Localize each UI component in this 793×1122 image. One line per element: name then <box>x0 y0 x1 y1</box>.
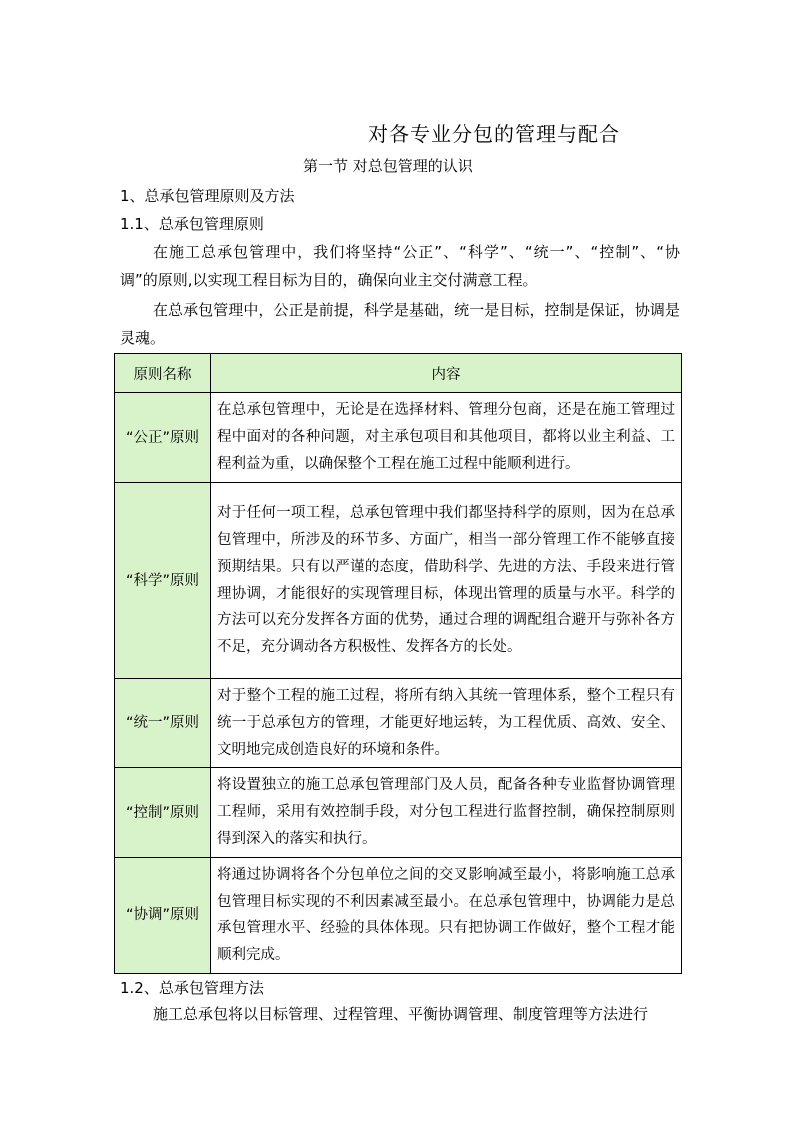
table-row <box>115 393 682 483</box>
document-title: 对各专业分包的管理与配合 <box>368 122 620 146</box>
principle-name: “公正”原则 <box>115 393 211 483</box>
principle-name: “控制”原则 <box>115 768 211 857</box>
principle-name: “统一”原则 <box>115 679 211 768</box>
principle-content: 将设置独立的施工总承包管理部门及人员，配备各种专业监督协调管理工程师，采用有效控制手段，对分包工程进行监督控制，确保控制原则得到深入的落实和执行。 <box>211 768 682 857</box>
paragraph-3: 施工总承包将以目标管理、过程管理、平衡协调管理、制度管理等方法进行 <box>153 1005 649 1023</box>
principles-table <box>114 353 682 974</box>
section-1-heading: 1、总承包管理原则及方法 <box>120 187 295 205</box>
section-1-2-heading: 1.2、总承包管理方法 <box>120 979 264 997</box>
table-header-row <box>115 354 682 393</box>
principle-content: 对于整个工程的施工过程，将所有纳入其统一管理体系，整个工程只有统一于总承包方的管理，才能更好地运转，为工程优质、高效、安全、文明地完成创造良好的环境和条件。 <box>211 679 682 768</box>
table-row <box>115 768 682 857</box>
principle-content: 将通过协调将各个分包单位之间的交叉影响减至最小，将影响施工总承包管理目标实现的不利因素减至最小。在总承包管理中，协调能力是总承包管理水平、经验的具体体现。只有把协调工作做好，整个工程才能顺利完成。 <box>211 857 682 973</box>
header-content: 内容 <box>211 354 682 393</box>
principle-content: 对于任何一项工程，总承包管理中我们都坚持科学的原则，因为在总承包管理中，所涉及的环节多、方面广，相当一部分管理工作不能够直接预期结果。只有以严谨的态度，借助科学、先进的方法、手段来进行管理协调，才能很好的实现管理目标，体现出管理的质量与水平。科学的方法可以充分发挥各方面的优势，通过合理的调配组合避开与弥补各方不足，充分调动各方积极性、发挥各方的长处。 <box>211 483 682 679</box>
principle-content: 在总承包管理中，无论是在选择材料、管理分包商，还是在施工管理过程中面对的各种问题，对主承包项目和其他项目，都将以业主利益、工程利益为重，以确保整个工程在施工过程中能顺利进行。 <box>211 393 682 483</box>
table-row <box>115 857 682 973</box>
header-principle-name: 原则名称 <box>115 354 211 393</box>
section-1-1-heading: 1.1、总承包管理原则 <box>120 215 264 233</box>
principle-name: “科学”原则 <box>115 483 211 679</box>
principle-name: “协调”原则 <box>115 857 211 973</box>
table-row <box>115 679 682 768</box>
paragraph-2: 在总承包管理中，公正是前提，科学是基础，统一是目标，控制是保证，协调是灵魂。 <box>120 301 680 347</box>
section-subtitle: 第一节 对总包管理的认识 <box>303 157 473 175</box>
table-row <box>115 483 682 679</box>
paragraph-1: 在施工总承包管理中，我们将坚持“公正”、“科学”、“统一”、“控制”、“协调”的原则,以实现工程目标为目的，确保向业主交付满意工程。 <box>120 243 680 289</box>
